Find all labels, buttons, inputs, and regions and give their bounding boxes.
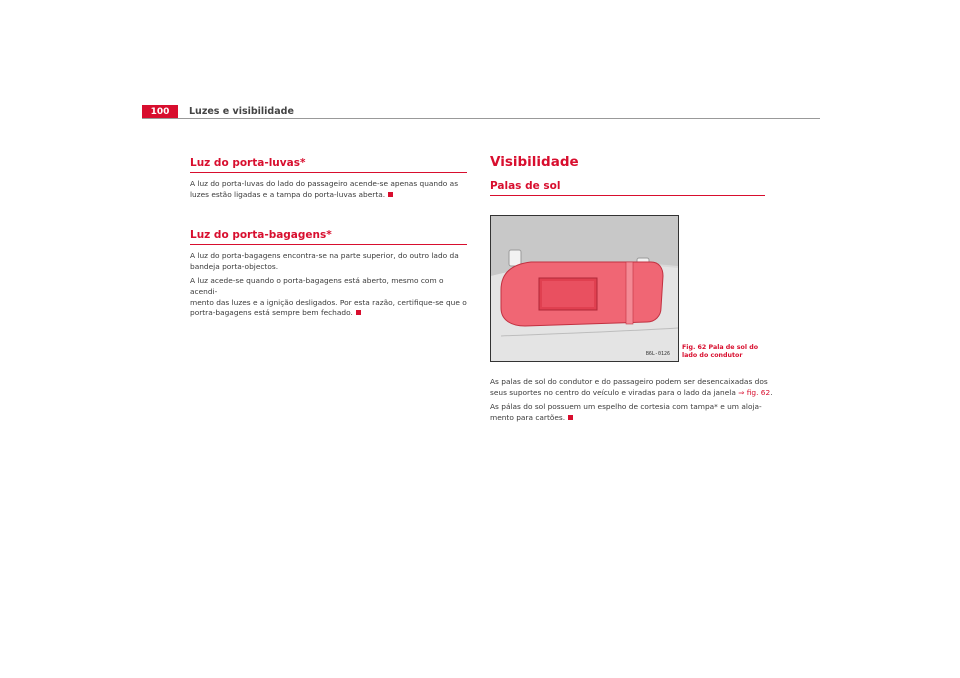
end-of-section-marker — [388, 192, 393, 197]
glovebox-light-text — [190, 179, 467, 200]
end-of-section-marker — [568, 415, 573, 420]
sun-visor-figure — [490, 215, 679, 362]
text-line: As palas de sol do condutor e do passageiro podem ser desencaixadas dos — [490, 377, 768, 386]
figure-reference-link[interactable]: ⇒ fig. 62 — [738, 387, 771, 397]
right-column — [490, 154, 765, 202]
text-line: A luz acede-se quando o porta-bagagens está aberto, mesmo com o acendi- — [190, 276, 444, 296]
end-of-section-marker — [356, 310, 361, 315]
text-line: luzes estão ligadas e a tampa do porta-luvas aberta. — [190, 189, 386, 199]
sun-visor-text-2 — [490, 402, 775, 423]
text-line: A luz do porta-luvas do lado do passageiro acende-se apenas quando as — [190, 179, 459, 188]
text-line: mento para cartões. — [490, 412, 566, 422]
text-line: seus suportes no centro do veículo e viradas para o lado da janela — [490, 387, 739, 397]
page-header — [142, 105, 820, 119]
header-divider — [142, 118, 820, 119]
text-line: A luz do porta-bagagens encontra-se na parte superior, do outro lado da — [190, 251, 459, 261]
sun-visors-heading: Palas de sol — [490, 180, 765, 196]
trunk-light-heading: Luz do porta-bagagens* — [190, 229, 467, 245]
sun-visor-body — [490, 377, 775, 427]
text-line: bandeja porta-objectos. — [190, 261, 279, 271]
trunk-light-text-2 — [190, 276, 467, 318]
figure-caption — [682, 344, 772, 360]
trunk-light-text-1 — [190, 251, 467, 272]
left-column — [190, 157, 467, 323]
sun-visor-illustration — [491, 216, 678, 361]
text-line: mento das luzes e a ignição desligados. Por esta razão, certifique-se que o — [190, 297, 467, 307]
text-line: . — [770, 387, 773, 397]
glovebox-light-heading: Luz do porta-luvas* — [190, 157, 467, 173]
text-line: portra-bagagens está sempre bem fechado. — [190, 308, 353, 318]
page-number: 100 — [142, 105, 178, 119]
chapter-title: Luzes e visibilidade — [189, 106, 294, 117]
sun-visor-text-1 — [490, 377, 775, 398]
caption-line: Fig. 62 Pala de sol do — [682, 344, 759, 351]
figure-code: B6L-0126 — [645, 351, 670, 357]
text-line: As pálas do sol possuem um espelho de cortesia com tampa* e um aloja- — [490, 402, 762, 412]
section-title: Visibilidade — [490, 154, 579, 170]
caption-line: lado do condutor — [682, 352, 743, 359]
